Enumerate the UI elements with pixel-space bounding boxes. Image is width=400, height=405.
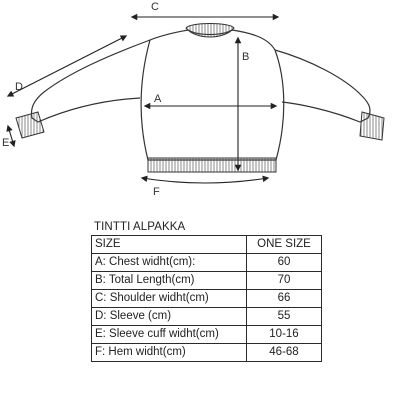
row-label: D: Sleeve (cm) xyxy=(92,308,247,326)
sweater-measurement-diagram xyxy=(0,0,400,200)
sweater-collar xyxy=(186,24,234,38)
label-a: A xyxy=(154,93,162,105)
row-value: 10-16 xyxy=(247,326,322,344)
product-title: TINTTI ALPAKKA xyxy=(94,221,186,233)
right-sleeve-outline xyxy=(275,50,370,122)
label-f: F xyxy=(153,186,160,198)
sweater-body-outline xyxy=(141,30,284,160)
label-e: E xyxy=(2,137,10,149)
row-value: 60 xyxy=(247,254,322,272)
table-row xyxy=(92,344,322,362)
left-sleeve-cuff xyxy=(16,112,44,138)
table-row xyxy=(92,254,322,272)
row-value: 66 xyxy=(247,290,322,308)
sweater-hem-band xyxy=(148,158,276,172)
table-row xyxy=(92,290,322,308)
header-size-label: SIZE xyxy=(92,236,247,254)
row-value: 70 xyxy=(247,272,322,290)
row-label: B: Total Length(cm) xyxy=(92,272,247,290)
right-sleeve-cuff xyxy=(360,112,384,140)
label-b: B xyxy=(242,51,250,63)
measure-d-arrow xyxy=(8,36,126,96)
table-header-row xyxy=(92,236,322,254)
row-value: 46-68 xyxy=(247,344,322,362)
row-label: A: Chest widht(cm): xyxy=(92,254,247,272)
header-size-value: ONE SIZE xyxy=(247,236,322,254)
row-label: E: Sleeve cuff widht(cm) xyxy=(92,326,247,344)
size-table xyxy=(91,235,322,362)
measure-f-arrow xyxy=(142,178,268,183)
row-value: 55 xyxy=(247,308,322,326)
row-label: F: Hem widht(cm) xyxy=(92,344,247,362)
table-row xyxy=(92,308,322,326)
label-c: C xyxy=(151,1,159,13)
table-row xyxy=(92,272,322,290)
left-sleeve-outline xyxy=(32,40,151,122)
table-row xyxy=(92,326,322,344)
row-label: C: Shoulder widht(cm) xyxy=(92,290,247,308)
label-d: D xyxy=(15,81,23,93)
